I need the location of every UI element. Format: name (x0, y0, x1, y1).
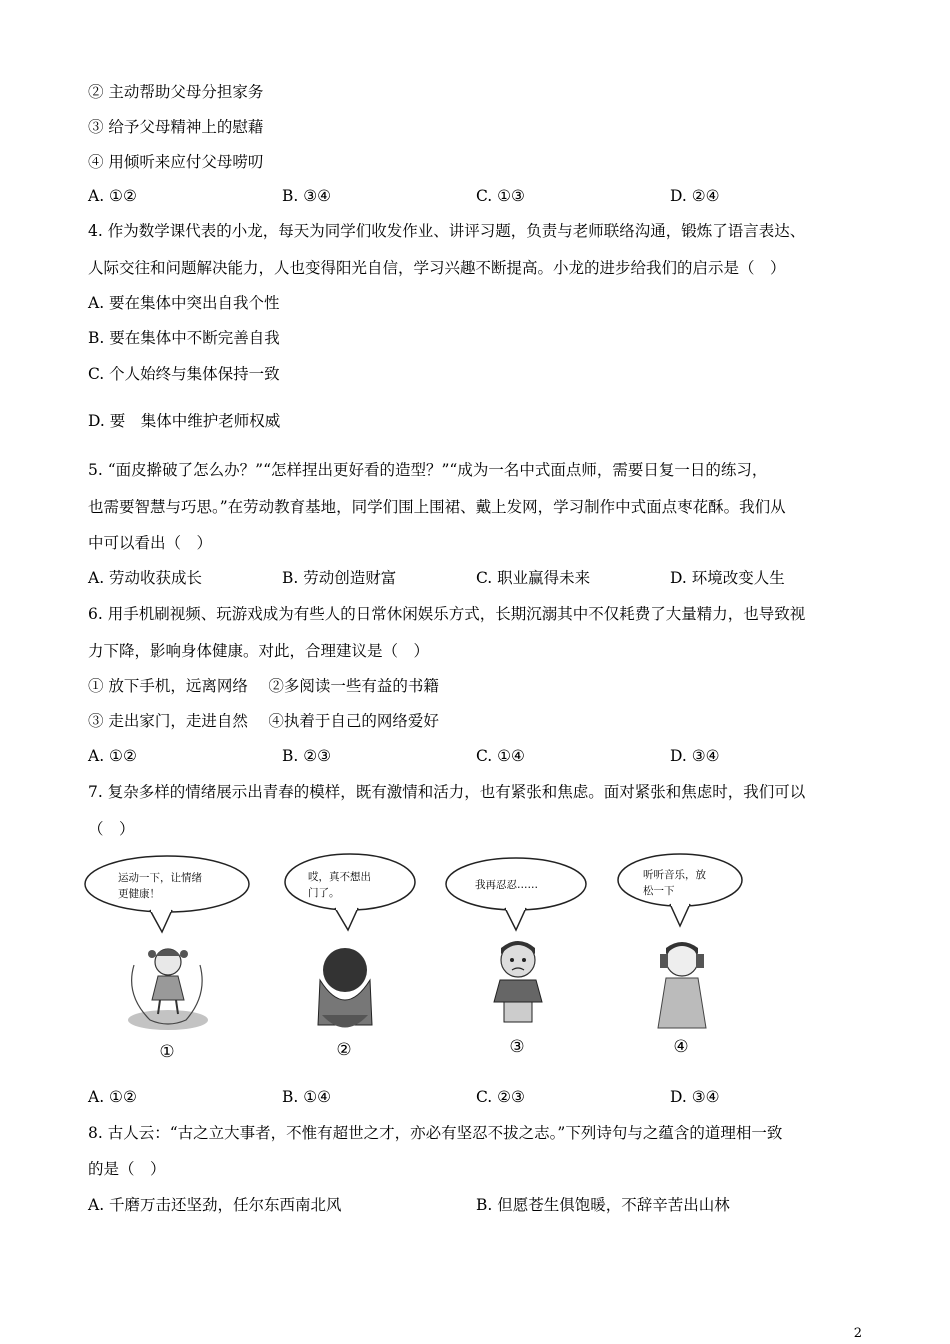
q5-option-c: C. 职业赢得未来 (476, 569, 591, 587)
boy-3-shirt (494, 980, 542, 1002)
q7-option-b: B. ①④ (282, 1088, 332, 1106)
q6-option-c: C. ①④ (476, 747, 525, 765)
q3-option-b: B. ③④ (282, 187, 332, 205)
q7-stem-line-1: 7. 复杂多样的情绪展示出青春的模样，既有激情和活力，也有紧张和焦虑。面对紧张和焦虑时，我们可以 (88, 783, 806, 801)
q7-option-c: C. ②③ (476, 1088, 525, 1106)
speech-bubble-tail-1 (150, 910, 172, 932)
q3-item-2: ② 主动帮助父母分担家务 (88, 83, 264, 101)
ground-shadow (128, 1010, 208, 1030)
q5-option-d: D. 环境改变人生 (670, 569, 785, 587)
bubble-1-text-line-2: 更健康！ (118, 888, 160, 900)
girl-hair (155, 949, 181, 956)
q5-option-b: B. 劳动创造财富 (282, 569, 397, 587)
q6-option-b: B. ②③ (282, 747, 332, 765)
panel-2-number: ② (336, 1040, 352, 1060)
q6-option-d: D. ③④ (670, 747, 720, 765)
panel-3-endure (446, 858, 586, 1022)
bubble-4-text-line-1: 听听音乐，放 (643, 869, 706, 881)
bubble-2-text-line-2: 门了。 (308, 887, 340, 899)
boy-2-hair (323, 948, 367, 992)
q3-option-d: D. ②④ (670, 187, 720, 205)
panel-4-number: ④ (673, 1037, 689, 1057)
bubble-1-text-line-1: 运动一下，让情绪 (118, 872, 202, 884)
panel-1-number: ① (159, 1042, 175, 1062)
q3-option-c: C. ①③ (476, 187, 525, 205)
q5-stem-line-3: 中可以看出（ ） (88, 534, 213, 552)
q8-stem-line-2: 的是（ ） (88, 1160, 166, 1178)
q7-option-a: A. ①② (88, 1088, 137, 1106)
q3-item-4: ④ 用倾听来应付父母唠叨 (88, 153, 264, 171)
panel-1-exercise (85, 856, 249, 1030)
q7-illustration (80, 850, 870, 1070)
q4-option-a: A. 要在集体中突出自我个性 (88, 294, 280, 312)
q4-stem-line-2: 人际交往和问题解决能力，人也变得阳光自信，学习兴趣不断提高。小龙的进步给我们的启示是（ ） (88, 259, 786, 277)
q5-stem-line-1: 5. “面皮擀破了怎么办？”“怎样捏出更好看的造型？”“成为一名中式面点师，需要日复一日的练习， (88, 461, 768, 479)
q8-option-a: A. 千磨万击还坚劲，任尔东西南北风 (88, 1196, 342, 1214)
bubble-2-text-line-1: 哎，真不想出 (308, 871, 371, 883)
kid-4-shirt (658, 978, 706, 1028)
bubble-3-text: 我再忍忍…… (475, 879, 538, 891)
q7-option-d: D. ③④ (670, 1088, 720, 1106)
page-number: 2 (853, 1326, 862, 1341)
q3-option-a: A. ①② (88, 187, 137, 205)
q4-stem-line-1: 4. 作为数学课代表的小龙，每天为同学们收发作业、讲评习题，负责与老师联络沟通，锻炼了语言表达、 (88, 222, 806, 240)
q4-option-b: B. 要在集体中不断完善自我 (88, 329, 280, 347)
girl-dress (152, 976, 184, 1000)
panel-4-music (618, 854, 742, 1028)
q5-stem-line-2: 也需要智慧与巧思。”在劳动教育基地，同学们围上围裙、戴上发网，学习制作中式面点枣花酥。我们从 (88, 498, 786, 516)
q8-stem-line-1: 8. 古人云：“古之立大事者，不惟有超世之才，亦必有坚忍不拔之志。”下列诗句与之蕴含的道理相一致 (88, 1124, 783, 1142)
q7-stem-line-2: （ ） (88, 820, 135, 838)
headphone-right (696, 954, 704, 968)
speech-bubble-1 (85, 856, 249, 912)
q6-stem-line-2: 力下降，影响身体健康。对此，合理建议是（ ） (88, 642, 430, 660)
q4-option-d: D. 要 集体中维护老师权威 (88, 412, 281, 430)
q6-stem-line-1: 6. 用手机刷视频、玩游戏成为有些人的日常休闲娱乐方式，长期沉溺其中不仅耗费了大量精力，也导致视 (88, 605, 806, 623)
panel-2-avoid (285, 854, 415, 1028)
q6-items-row-2: ③ 走出家门，走进自然 ④执着于自己的网络爱好 (88, 712, 439, 730)
q6-items-row-1: ① 放下手机，远离网络 ②多阅读一些有益的书籍 (88, 677, 439, 695)
q6-option-a: A. ①② (88, 747, 137, 765)
q8-option-b: B. 但愿苍生俱饱暖，不辞辛苦出山林 (476, 1196, 730, 1214)
panel-3-number: ③ (509, 1037, 525, 1057)
q5-option-a: A. 劳动收获成长 (88, 569, 203, 587)
headphone-left (660, 954, 668, 968)
q4-option-c: C. 个人始终与集体保持一致 (88, 365, 280, 383)
q3-item-3: ③ 给予父母精神上的慰藉 (88, 118, 264, 136)
bubble-4-text-line-2: 松一下 (643, 885, 675, 897)
